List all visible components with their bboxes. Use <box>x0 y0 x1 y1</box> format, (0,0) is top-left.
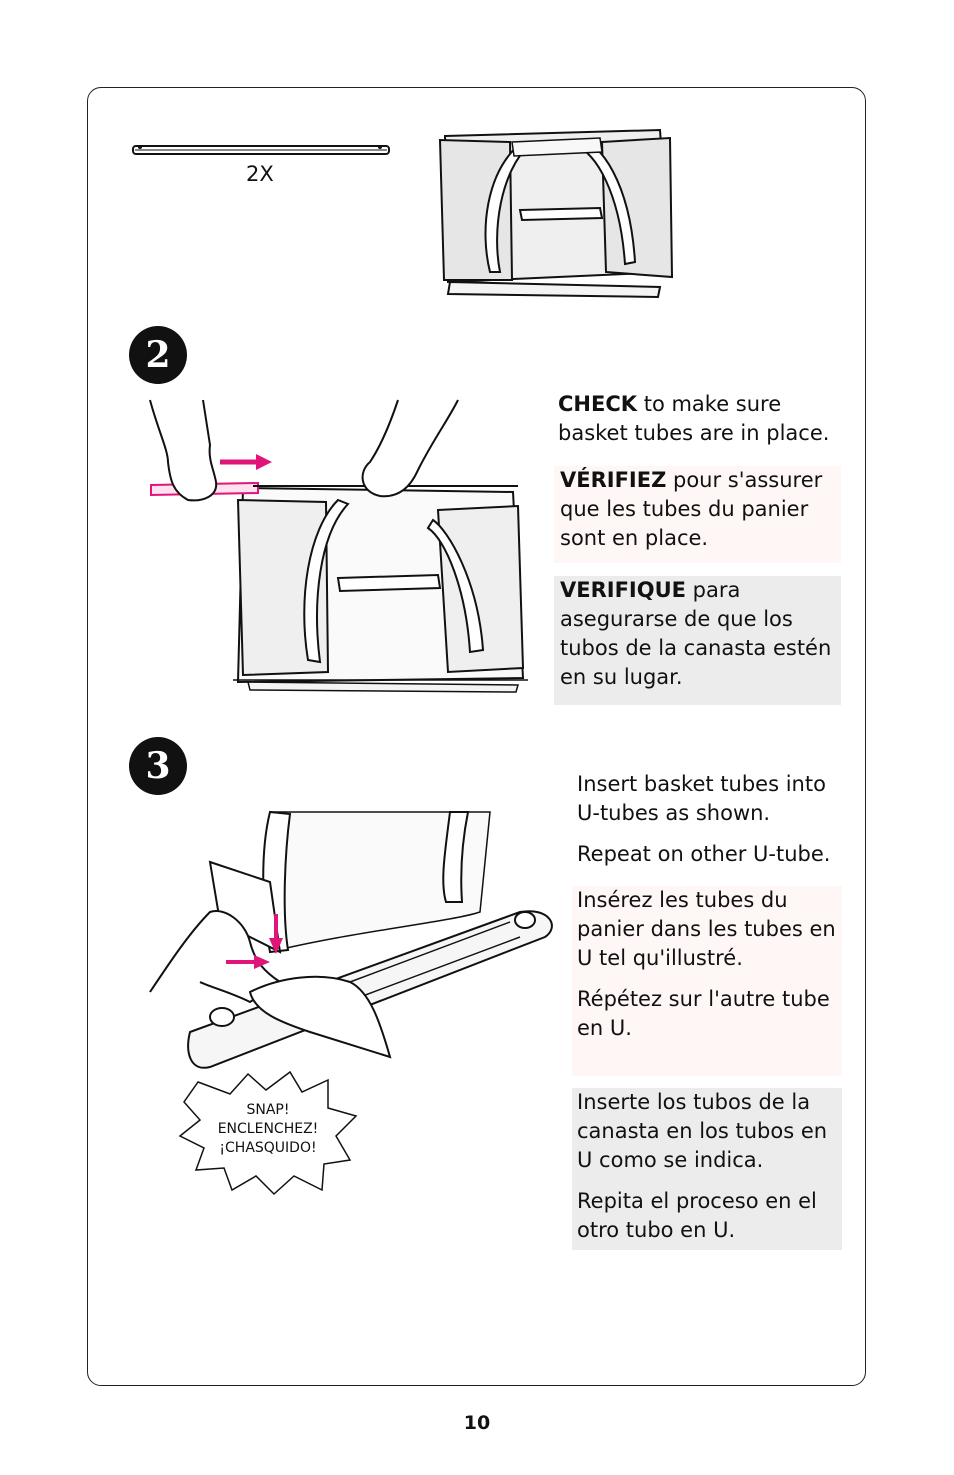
page-number: 10 <box>463 1412 491 1434</box>
step2-en-bold: CHECK <box>558 392 638 416</box>
step-2-badge: 2 <box>129 326 187 384</box>
step3-en-line1: Insert basket tubes into U-tubes as shown. <box>577 772 826 825</box>
step2-check-tubes-illustration <box>148 400 533 695</box>
tube-quantity: 2X <box>246 162 274 186</box>
step3-fr-line2: Répétez sur l'autre tube en U. <box>577 987 830 1040</box>
step3-text-en <box>577 770 839 869</box>
step2-text-fr <box>554 466 841 563</box>
step3-es-line1: Inserte los tubos de la canasta en los tubos en U como se indica. <box>577 1090 828 1172</box>
step2-es-bold: VERIFIQUE <box>560 578 686 602</box>
step2-fr-bold: VÉRIFIEZ <box>560 468 667 492</box>
step3-fr-line1: Insérez les tubes du panier dans les tubes en U tel qu'illustré. <box>577 888 836 970</box>
snap-line-3: ¡CHASQUIDO! <box>219 1140 317 1156</box>
snap-callout <box>198 1101 338 1158</box>
snap-line-2: ENCLENCHEZ! <box>217 1121 319 1137</box>
step3-es-line2: Repita el proceso en el otro tubo en U. <box>577 1189 817 1242</box>
step2-en-rest: to make sure basket tubes are in place. <box>558 392 830 445</box>
step3-en-line2: Repeat on other U-tube. <box>577 842 831 866</box>
step2-fr-rest: pour s'assurer que les tubes du panier sont en place. <box>560 468 823 550</box>
snap-line-1: SNAP! <box>246 1102 290 1118</box>
step2-text-en <box>558 390 838 448</box>
step3-insert-tubes-illustration <box>150 812 562 1072</box>
step3-text-es <box>572 1088 842 1250</box>
step3-text-fr <box>572 886 842 1076</box>
basket-tube-illustration <box>130 138 395 162</box>
step2-es-rest: para asegurarse de que los tubos de la canasta estén en su lugar. <box>560 578 832 689</box>
basket-illustration <box>430 122 680 300</box>
step2-text-es <box>554 576 841 705</box>
step-3-badge: 3 <box>129 737 187 795</box>
